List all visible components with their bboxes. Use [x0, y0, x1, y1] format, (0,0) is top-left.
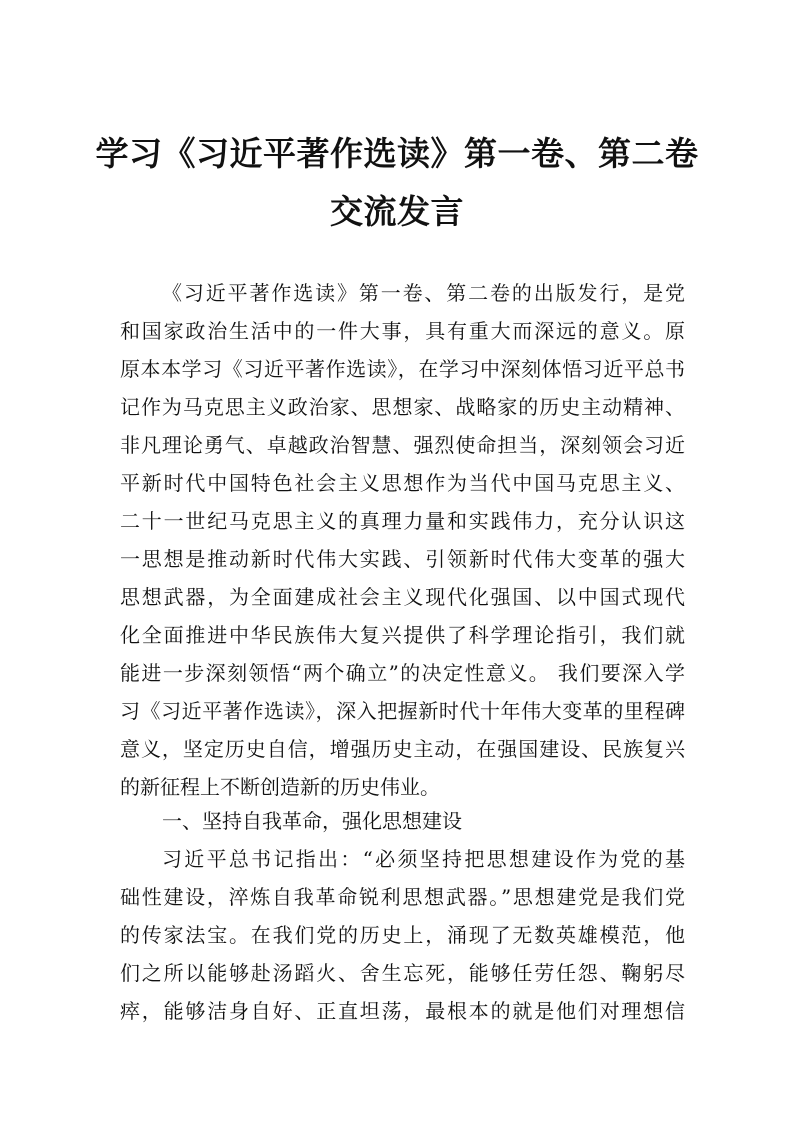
document-title-line-1: 学习《习近平著作选读》第一卷、第二卷 — [95, 134, 699, 173]
paragraph-2-line: 瘁，能够洁身自好、正直坦荡，最根本的就是他们对理想信 — [120, 999, 685, 1023]
paragraph-1-line: 化全面推进中华民族伟大复兴提供了科学理论指引，我们就 — [120, 623, 685, 647]
paragraph-1-line: 能进一步深刻领悟“两个确立”的决定性意义。 我们要深入学 — [120, 661, 685, 685]
section-heading-1 — [120, 802, 685, 840]
paragraph-1-line: 原本本学习《习近平著作选读》，在学习中深刻体悟习近平总书 — [120, 357, 685, 381]
paragraph-2-line: 的传家法宝。在我们党的历史上，涌现了无数英雄模范，他 — [120, 923, 685, 947]
paragraph-1-line: 记作为马克思主义政治家、思想家、战略家的历史主动精神、 — [120, 395, 685, 419]
paragraph-1-line: 习《习近平著作选读》，深入把握新时代十年伟大变革的里程碑 — [120, 699, 685, 723]
document-title-line-2: 交流发言 — [330, 192, 464, 231]
paragraph-1-line: 和国家政治生活中的一件大事，具有重大而深远的意义。原 — [120, 319, 685, 343]
section-heading-1-text: 一、坚持自我革命，强化思想建设 — [162, 809, 462, 833]
paragraph-1-line: 平新时代中国特色社会主义思想作为当代中国马克思主义、 — [120, 471, 685, 495]
paragraph-1-line: 非凡理论勇气、卓越政治智慧、强烈使命担当，深刻领会习近 — [120, 433, 685, 457]
paragraph-2 — [120, 840, 685, 1030]
paragraph-1-line: 意义，坚定历史自信，增强历史主动，在强国建设、民族复兴 — [120, 737, 685, 761]
paragraph-1-line: 的新征程上不断创造新的历史伟业。 — [120, 775, 440, 799]
paragraph-1 — [120, 274, 685, 806]
paragraph-2-line: 习近平总书记指出：“必须坚持把思想建设作为党的基 — [162, 847, 685, 871]
paragraph-2-line: 们之所以能够赴汤蹈火、舍生忘死，能够任劳任怨、鞠躬尽 — [120, 961, 685, 985]
paragraph-1-line: 思想武器，为全面建成社会主义现代化强国、以中国式现代 — [120, 585, 685, 609]
paragraph-1-line: 《习近平著作选读》第一卷、第二卷的出版发行，是党 — [162, 281, 685, 305]
paragraph-1-line: 一思想是推动新时代伟大实践、引领新时代伟大变革的强大 — [120, 547, 685, 571]
paragraph-1-line: 二十一世纪马克思主义的真理力量和实践伟力，充分认识这 — [120, 509, 685, 533]
paragraph-2-line: 础性建设，淬炼自我革命锐利思想武器。”思想建党是我们党 — [120, 885, 685, 909]
